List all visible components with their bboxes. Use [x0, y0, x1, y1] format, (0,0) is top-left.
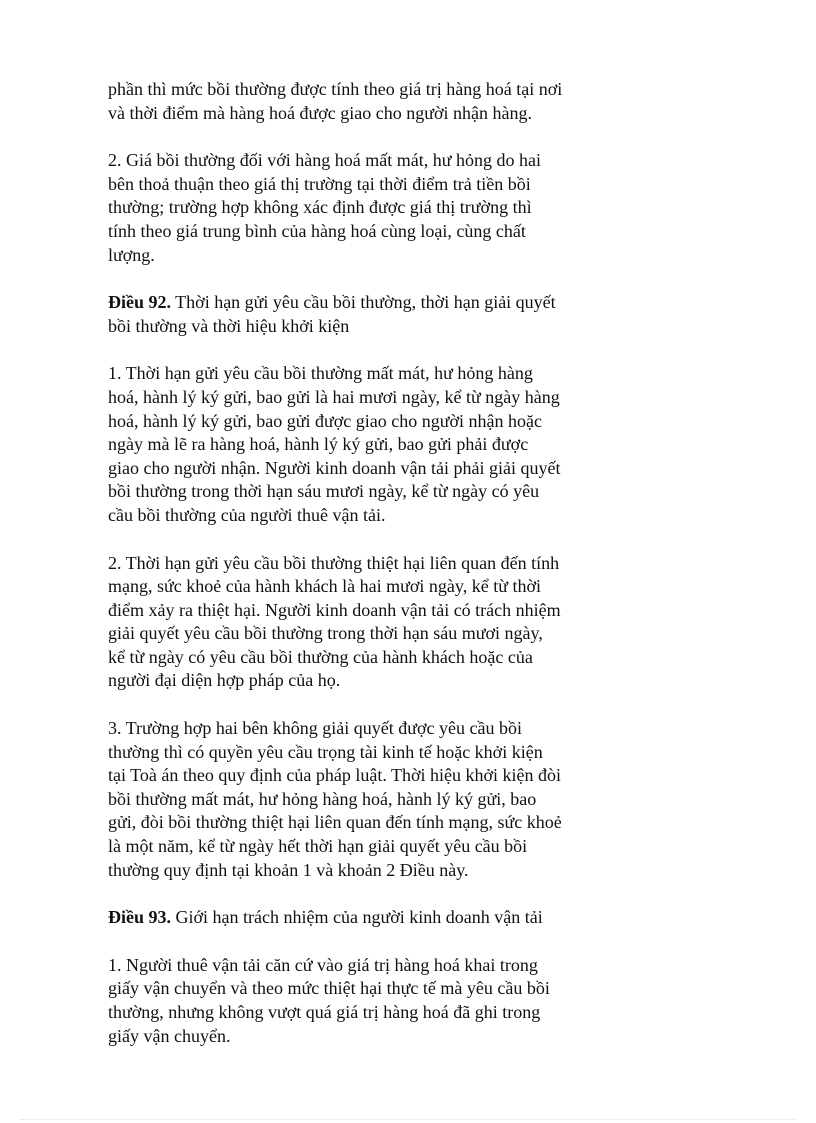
article-number: Điều 92. [108, 292, 171, 313]
text-line: bên thoả thuận theo giá thị trường tại thời điểm trả tiền bồi [108, 173, 531, 194]
article-92-heading [108, 291, 608, 338]
text-line: giấy vận chuyển và theo mức thiệt hại thực tế mà yêu cầu bồi [108, 978, 550, 999]
article-title: Thời hạn gửi yêu cầu bồi thường, thời hạn giải quyết [171, 292, 556, 313]
paragraph-article-92-clause-3 [108, 717, 608, 882]
paragraph-continuation [108, 78, 608, 125]
text-line: hoá, hành lý ký gửi, bao gửi được giao cho người nhận hoặc [108, 410, 542, 431]
text-line: mạng, sức khoẻ của hành khách là hai mươi ngày, kể từ thời [108, 576, 542, 597]
text-line: là một năm, kể từ ngày hết thời hạn giải quyết yêu cầu bồi [108, 836, 528, 857]
paragraph-article-93-clause-1 [108, 954, 608, 1048]
text-line: 1. Người thuê vận tải căn cứ vào giá trị hàng hoá khai trong [108, 954, 538, 975]
text-line: giấy vận chuyển. [108, 1025, 231, 1046]
text-line: bồi thường mất mát, hư hỏng hàng hoá, hành lý ký gửi, bao [108, 788, 537, 809]
paragraph-article-92-clause-1 [108, 362, 608, 527]
text-line: giao cho người nhận. Người kinh doanh vận tải phải giải quyết [108, 457, 561, 478]
text-line: thường thì có quyền yêu cầu trọng tài kinh tế hoặc khởi kiện [108, 741, 543, 762]
article-title: Giới hạn trách nhiệm của người kinh doanh vận tải [171, 907, 543, 928]
text-line: bồi thường trong thời hạn sáu mươi ngày, kể từ ngày có yêu [108, 481, 540, 502]
text-line: ngày mà lẽ ra hàng hoá, hành lý ký gửi, bao gửi phải được [108, 434, 529, 455]
text-line: bồi thường và thời hiệu khởi kiện [108, 315, 350, 336]
text-line: 2. Giá bồi thường đối với hàng hoá mất mát, hư hỏng do hai [108, 150, 541, 171]
text-line: gửi, đòi bồi thường thiệt hại liên quan đến tính mạng, sức khoẻ [108, 812, 562, 833]
text-line: 3. Trường hợp hai bên không giải quyết được yêu cầu bồi [108, 718, 523, 739]
text-line: thường quy định tại khoản 1 và khoản 2 Điều này. [108, 859, 469, 880]
text-line: tính theo giá trung bình của hàng hoá cùng loại, cùng chất [108, 220, 526, 241]
article-number: Điều 93. [108, 907, 171, 928]
text-line: phần thì mức bồi thường được tính theo giá trị hàng hoá tại nơi [108, 79, 563, 99]
text-line: cầu bồi thường của người thuê vận tải. [108, 504, 386, 525]
text-line: 2. Thời hạn gửi yêu cầu bồi thường thiệt hại liên quan đến tính [108, 552, 560, 573]
document-page [108, 78, 608, 1072]
text-line: hoá, hành lý ký gửi, bao gửi là hai mươi ngày, kể từ ngày hàng [108, 386, 560, 407]
text-line: lượng. [108, 244, 155, 265]
text-line: thường, nhưng không vượt quá giá trị hàng hoá đã ghi trong [108, 1002, 541, 1022]
text-line: và thời điểm mà hàng hoá được giao cho người nhận hàng. [108, 102, 532, 123]
text-line: giải quyết yêu cầu bồi thường trong thời hạn sáu mươi ngày, [108, 623, 543, 644]
paragraph-clause-2-compensation-price [108, 149, 608, 267]
text-line: tại Toà án theo quy định của pháp luật. Thời hiệu khởi kiện đòi [108, 765, 562, 786]
text-line [108, 291, 608, 315]
article-93-heading [108, 906, 608, 930]
page-bottom-divider [20, 1119, 796, 1120]
paragraph-article-92-clause-2 [108, 552, 608, 694]
text-line [108, 906, 608, 930]
text-line: điểm xảy ra thiệt hại. Người kinh doanh vận tải có trách nhiệm [108, 599, 561, 620]
text-line: kể từ ngày có yêu cầu bồi thường của hành khách hoặc của [108, 646, 533, 667]
text-line: người đại diện hợp pháp của họ. [108, 670, 341, 691]
text-line: 1. Thời hạn gửi yêu cầu bồi thường mất mát, hư hỏng hàng [108, 363, 533, 384]
text-line: thường; trường hợp không xác định được giá thị trường thì [108, 197, 532, 218]
